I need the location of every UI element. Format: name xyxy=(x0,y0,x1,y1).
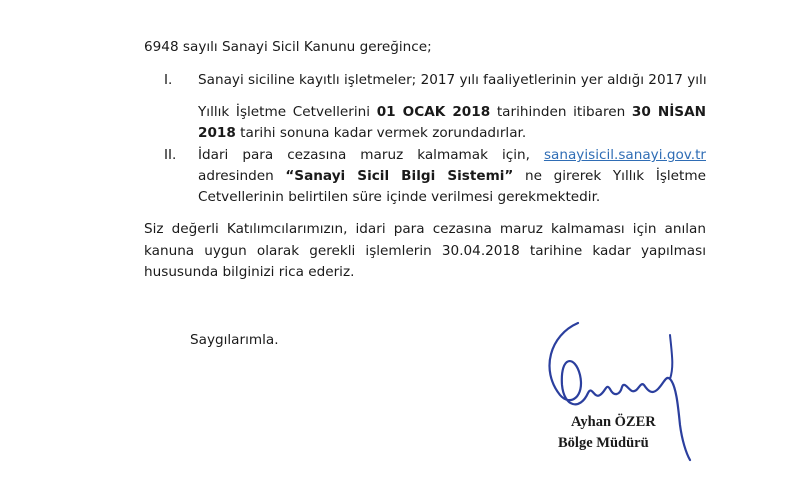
item-1-line-2: Yıllık İşletme Cetvellerini 01 OCAK 2018 tarihinden itibaren 30 NİSAN xyxy=(198,104,706,120)
item-2-line-1: İdari para cezasına maruz kalmamak için, sanayisicil.sanayi.gov.tr xyxy=(198,147,706,163)
closing-line-1: Siz değerli Katılımcılarımızın, idari para cezasına maruz kalmaması için anılan xyxy=(144,221,706,237)
item-2-line-2: adresinden “Sanayi Sicil Bilgi Sistemi” ne girerek Yıllık İşletme xyxy=(198,168,706,184)
signer-name: Ayhan ÖZER xyxy=(571,414,656,430)
item-1-number: I. xyxy=(164,72,173,88)
system-name: “Sanayi Sicil Bilgi Sistemi” xyxy=(285,168,514,184)
date-end-part1: 30 NİSAN xyxy=(631,104,706,120)
greeting: Saygılarımla. xyxy=(190,332,279,348)
item-1-line-1: Sanayi siciline kayıtlı işletmeler; 2017 yılı faaliyetlerinin yer aldığı 2017 yılı xyxy=(198,72,707,88)
signer-title: Bölge Müdürü xyxy=(558,435,649,451)
date-start: 01 OCAK 2018 xyxy=(376,104,491,120)
item-2-line-3: Cetvellerinin belirtilen süre içinde verilmesi gerekmektedir. xyxy=(198,189,601,205)
closing-line-3: hususunda bilginizi rica ederiz. xyxy=(144,264,355,280)
date-end-part2: 2018 xyxy=(198,125,236,141)
item-2-number: II. xyxy=(164,147,177,163)
item-1-line-3: 2018 tarihi sonuna kadar vermek zorundadırlar. xyxy=(198,125,527,141)
closing-line-2: kanuna uygun olarak gerekli işlemlerin 30.04.2018 tarihine kadar yapılması xyxy=(144,243,706,259)
intro-line: 6948 sayılı Sanayi Sicil Kanunu gereğince; xyxy=(144,39,432,55)
website-link[interactable]: sanayisicil.sanayi.gov.tr xyxy=(543,147,706,163)
